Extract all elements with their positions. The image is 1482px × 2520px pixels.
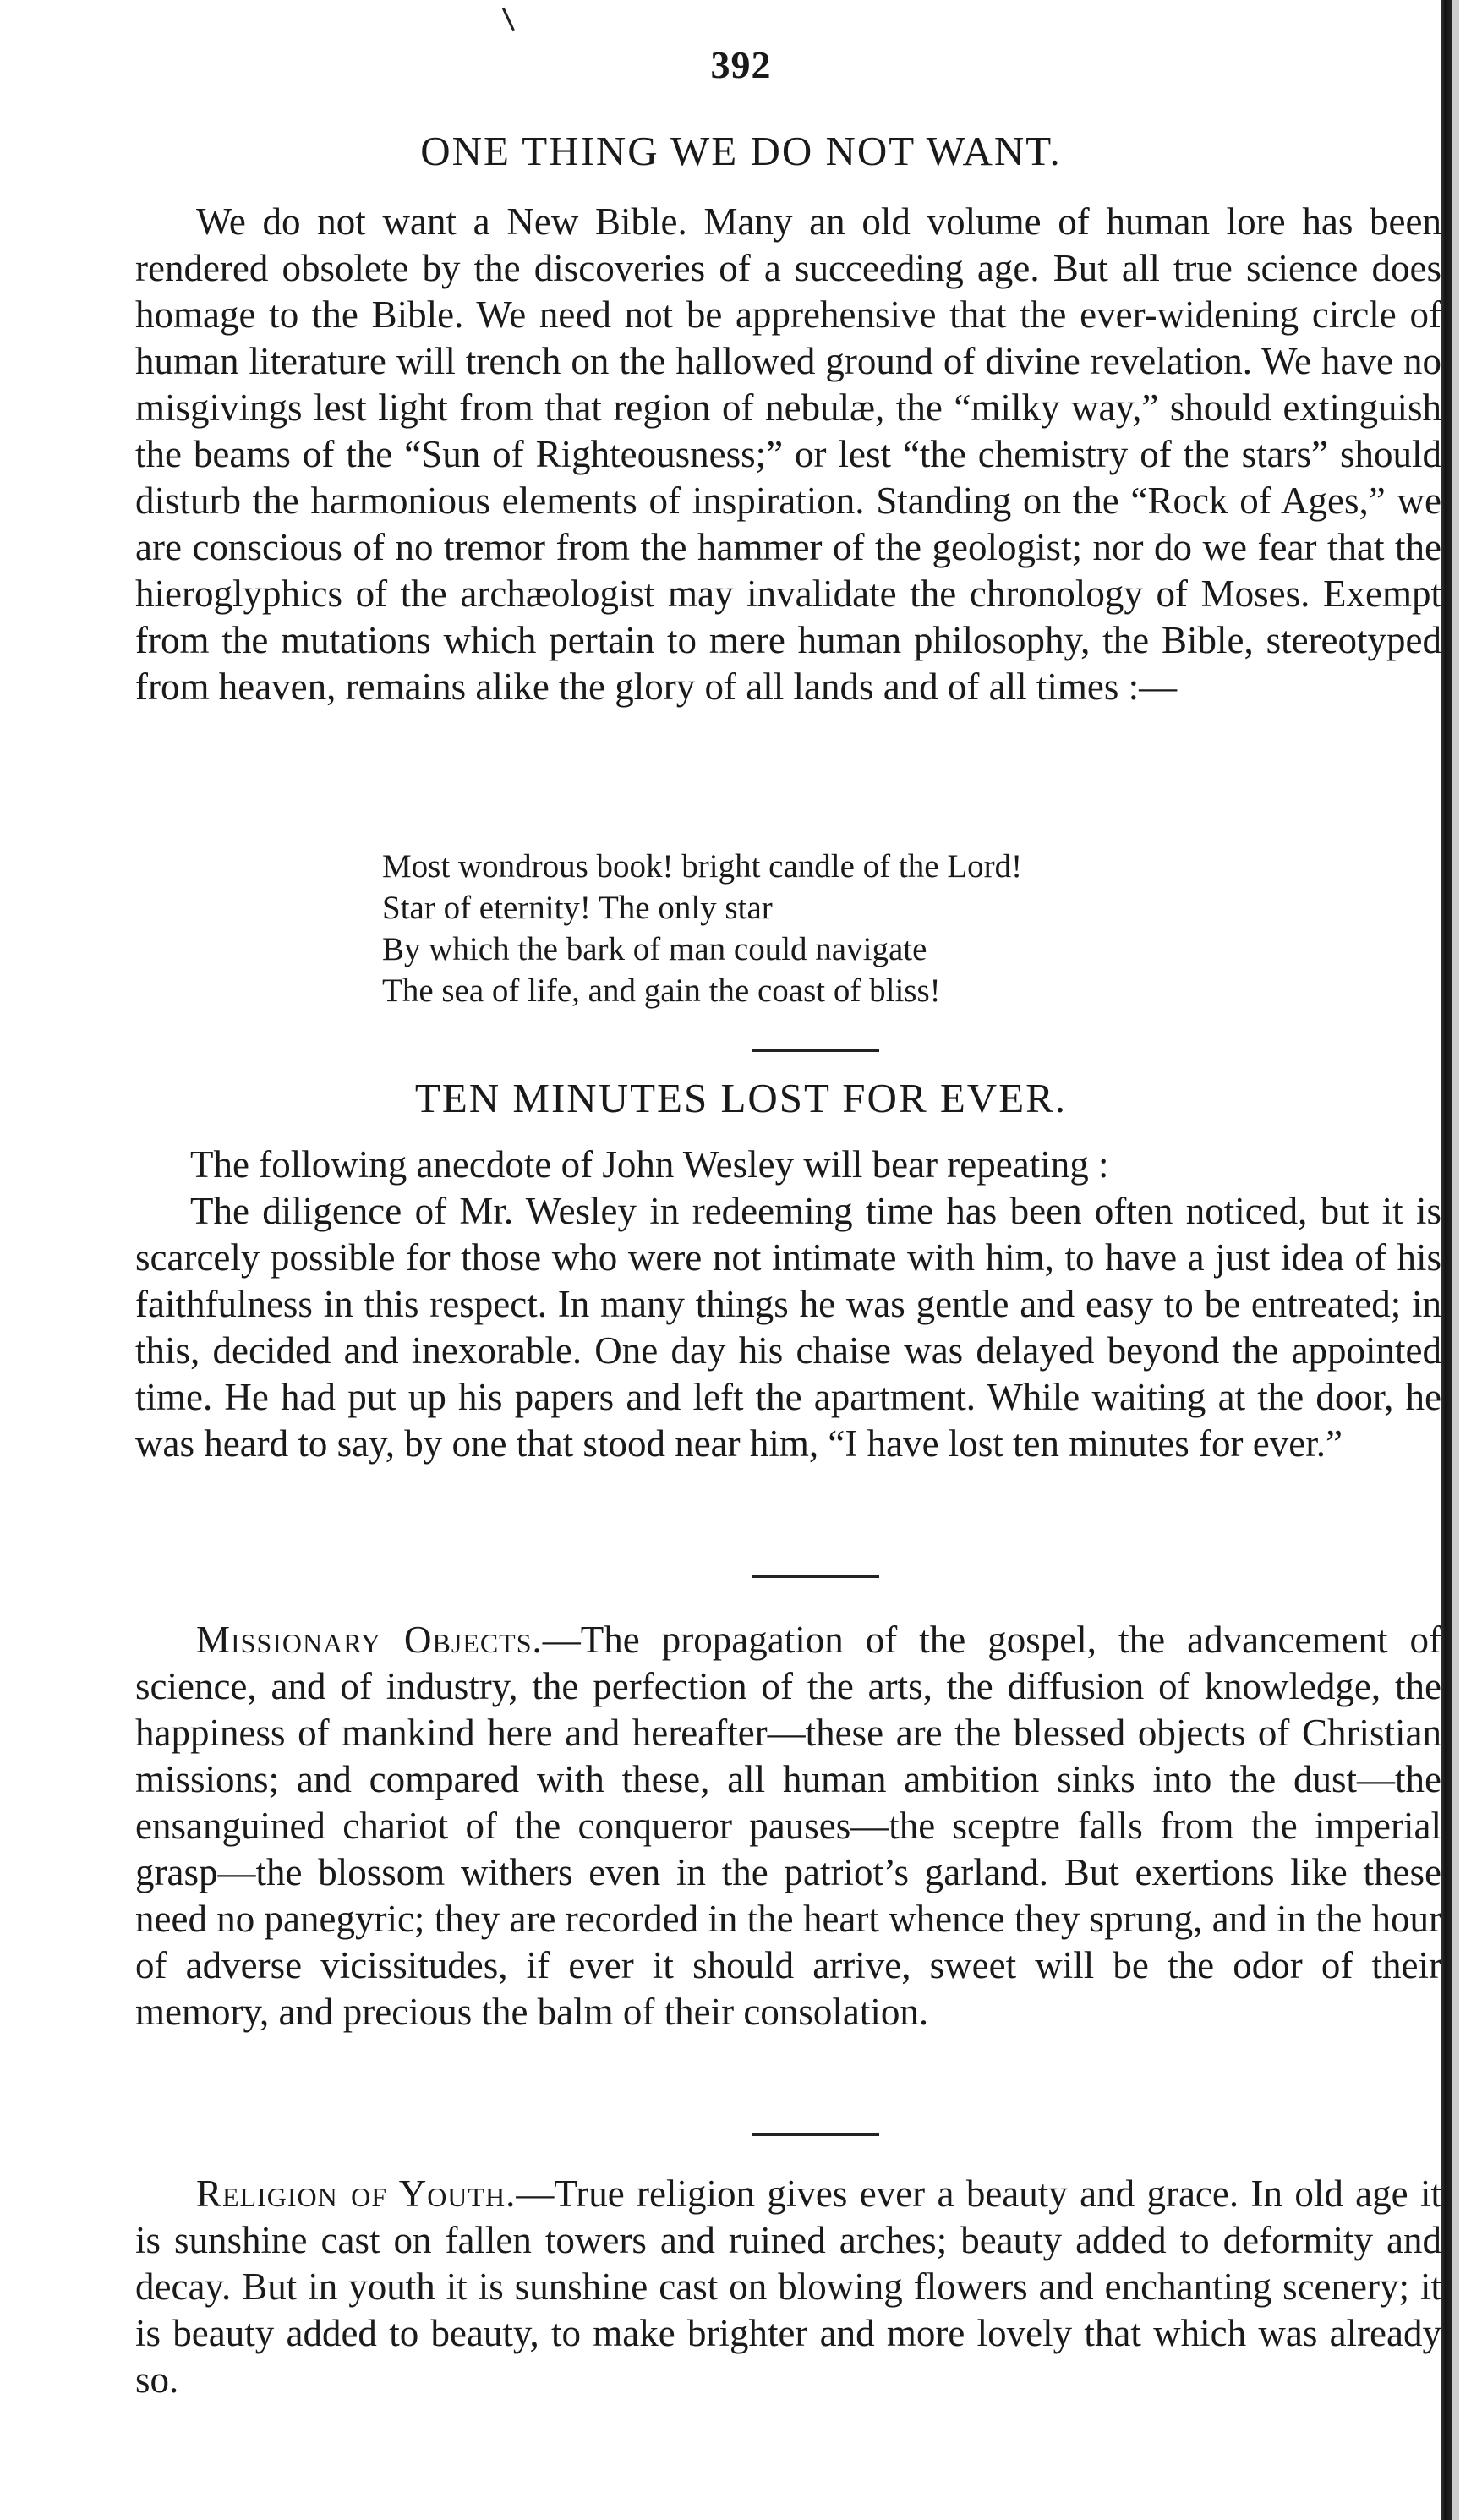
poem-line: Star of eternity! The only star bbox=[382, 890, 773, 926]
article-body: —The propagation of the gospel, the advancement of science, and of industry, the perfection of the arts, the diffusion of knowledge, the happiness of mankind here and hereafter—these are the blessed objects of Christian missions; and compared with these, all human ambition sinks into the dust—the ensanguined chariot of the conqueror pauses—the sceptre falls from the imperial grasp—the blossom withers even in the patriot’s garland. But exertions like these need no panegyric; they are recorded in the heart whence they sprung, and in the hour of adverse vicissitudes, if ever it should arrive, sweet will be the odor of their memory, and precious the balm of their consolation. bbox=[135, 1619, 1441, 2033]
poem-line: By which the bark of man could navigate bbox=[382, 931, 927, 967]
article-intro: The following anecdote of John Wesley will bear repeating : bbox=[190, 1143, 1109, 1186]
article-missionary-objects bbox=[135, 1617, 1441, 2103]
poem-quote bbox=[382, 846, 1312, 1011]
page-margin bbox=[1452, 0, 1459, 2520]
article-ten-minutes bbox=[135, 1142, 1441, 1539]
article-body: The diligence of Mr. Wesley in redeeming time has been often noticed, but it is scarcely possible for those who were not intimate with him, to have a just idea of his faithfulness in this respect. In many things he was gentle and easy to be entreated; in this, decided and inexorable. One day his chaise was delayed beyond the appointed time. He had put up his papers and left the apartment. While waiting at the door, he was heard to say, by one that stood near him, “I have lost ten minutes for ever.” bbox=[135, 1190, 1441, 1465]
run-in-title: Missionary Objects. bbox=[196, 1619, 543, 1661]
article-one-thing bbox=[135, 199, 1441, 829]
page-number: 392 bbox=[710, 43, 772, 86]
run-in-title: Religion of Youth. bbox=[196, 2172, 517, 2215]
section-divider bbox=[752, 1049, 879, 1052]
section-title-one-thing: ONE THING WE DO NOT WANT. bbox=[420, 128, 1062, 174]
binding-edge bbox=[1441, 0, 1452, 2520]
section-divider bbox=[752, 2133, 879, 2136]
article-paragraph bbox=[135, 1617, 1441, 2035]
article-body: We do not want a New Bible. Many an old volume of human lore has been rendered obsolete by the discoveries of a succeeding age. But all true science does homage to the Bible. We need not be apprehensive that the ever-widening circle of human literature will trench on the hallowed ground of divine revelation. We have no misgivings lest light from that region of nebulæ, the “milky way,” should extinguish the beams of the “Sun of Righteousness;” or lest “the chemistry of the stars” should disturb the harmonious elements of inspiration. Standing on the “Rock of Ages,” we are conscious of no tremor from the hammer of the geologist; nor do we fear that the hieroglyphics of the archæologist may invalidate the chronology of Moses. Exempt from the mutations which pertain to mere human philosophy, the Bible, stereotyped from heaven, remains alike the glory of all lands and of all times :— bbox=[135, 200, 1441, 708]
ink-mark bbox=[502, 8, 515, 31]
article-paragraph bbox=[135, 2171, 1441, 2403]
article-body: —True religion gives ever a beauty and grace. In old age it is sunshine cast on fallen towers and ruined arches; beauty added to deformity and decay. But in youth it is sunshine cast on blowing flowers and enchanting scenery; it is beauty added to beauty, to make brighter and more lovely that which was already so. bbox=[135, 2172, 1441, 2401]
poem-line: The sea of life, and gain the coast of bliss! bbox=[382, 972, 941, 1009]
poem-line: Most wondrous book! bright candle of the Lord! bbox=[382, 848, 1023, 885]
article-religion-of-youth bbox=[135, 2171, 1441, 2458]
section-title-ten-minutes: TEN MINUTES LOST FOR EVER. bbox=[414, 1075, 1068, 1121]
section-divider bbox=[752, 1575, 879, 1578]
